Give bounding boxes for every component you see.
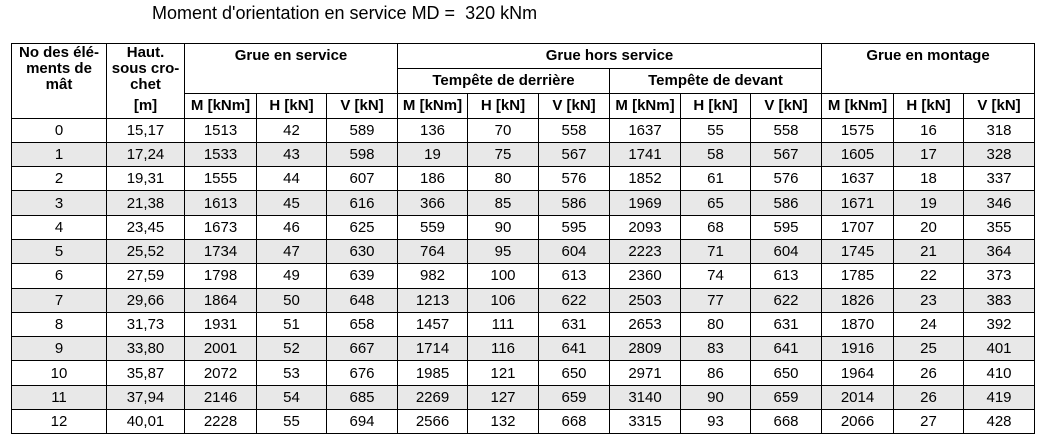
table-cell: 116: [468, 337, 539, 361]
table-cell: 1798: [185, 264, 257, 288]
table-cell: 50: [257, 288, 327, 312]
table-cell: 576: [539, 167, 610, 191]
table-cell: 22: [894, 264, 964, 288]
table-cell: 586: [539, 191, 610, 215]
col-header-element-no-line1: No des élé-: [18, 44, 100, 61]
table-cell: 2971: [610, 361, 681, 385]
table-cell: 24: [894, 312, 964, 336]
table-cell: 428: [964, 410, 1035, 434]
unit-header-h: H [kN]: [257, 93, 327, 118]
table-cell: 47: [257, 239, 327, 263]
table-cell: 2072: [185, 361, 257, 385]
col-header-element-no-line2: ments de: [26, 60, 92, 77]
table-cell: 1931: [185, 312, 257, 336]
table-cell: 567: [539, 142, 610, 166]
table-cell: 25: [894, 337, 964, 361]
table-cell: 1916: [822, 337, 894, 361]
col-header-hook-height-line1: Haut.: [126, 44, 165, 61]
table-cell: 2566: [398, 410, 468, 434]
table-cell: 1714: [398, 337, 468, 361]
table-cell: 74: [681, 264, 751, 288]
table-cell: 33,80: [107, 337, 185, 361]
table-cell: 318: [964, 118, 1035, 142]
table-cell: 328: [964, 142, 1035, 166]
table-cell: 136: [398, 118, 468, 142]
table-cell: 559: [398, 215, 468, 239]
col-header-hook-height: [107, 44, 185, 94]
table-row: [12, 264, 1035, 288]
table-cell: 2228: [185, 410, 257, 434]
table-row: [12, 239, 1035, 263]
table-cell: 71: [681, 239, 751, 263]
table-cell: 410: [964, 361, 1035, 385]
table-cell: 1864: [185, 288, 257, 312]
table-cell: 676: [327, 361, 398, 385]
table-row: [12, 215, 1035, 239]
table-cell: 650: [751, 361, 822, 385]
table-cell: 52: [257, 337, 327, 361]
table-cell: 100: [468, 264, 539, 288]
table-cell: 55: [257, 410, 327, 434]
table-cell: 106: [468, 288, 539, 312]
unit-header-m: M [kNm]: [822, 93, 894, 118]
table-cell: 42: [257, 118, 327, 142]
table-cell: 75: [468, 142, 539, 166]
table-cell: 685: [327, 385, 398, 409]
table-cell: 567: [751, 142, 822, 166]
table-cell: 3: [12, 191, 107, 215]
table-cell: 631: [751, 312, 822, 336]
table-cell: 659: [539, 385, 610, 409]
table-cell: 346: [964, 191, 1035, 215]
table-cell: 558: [539, 118, 610, 142]
table-cell: 694: [327, 410, 398, 434]
table-cell: 2223: [610, 239, 681, 263]
table-cell: 982: [398, 264, 468, 288]
table-cell: 668: [751, 410, 822, 434]
unit-header-v: V [kN]: [539, 93, 610, 118]
table-cell: 19: [398, 142, 468, 166]
table-cell: 392: [964, 312, 1035, 336]
table-cell: 1637: [610, 118, 681, 142]
table-cell: 1870: [822, 312, 894, 336]
table-cell: 622: [539, 288, 610, 312]
table-cell: 25,52: [107, 239, 185, 263]
table-cell: 80: [468, 167, 539, 191]
table-cell: 19: [894, 191, 964, 215]
table-cell: 1741: [610, 142, 681, 166]
table-cell: 127: [468, 385, 539, 409]
unit-header-h: H [kN]: [894, 93, 964, 118]
table-cell: 11: [12, 385, 107, 409]
table-cell: 44: [257, 167, 327, 191]
table-cell: 132: [468, 410, 539, 434]
table-cell: 764: [398, 239, 468, 263]
table-row: [12, 142, 1035, 166]
table-cell: 16: [894, 118, 964, 142]
table-cell: 4: [12, 215, 107, 239]
table-cell: 186: [398, 167, 468, 191]
group-header-out-of-service: Grue hors service: [398, 44, 822, 69]
subgroup-header-storm-front: Tempête de devant: [610, 68, 822, 93]
table-cell: 641: [751, 337, 822, 361]
table-cell: 15,17: [107, 118, 185, 142]
table-cell: 1605: [822, 142, 894, 166]
table-cell: 2269: [398, 385, 468, 409]
table-row: [12, 167, 1035, 191]
table-cell: 2093: [610, 215, 681, 239]
table-cell: 1673: [185, 215, 257, 239]
table-cell: 1637: [822, 167, 894, 191]
table-cell: 70: [468, 118, 539, 142]
table-cell: 8: [12, 312, 107, 336]
table-cell: 31,73: [107, 312, 185, 336]
unit-header-height: [m]: [107, 93, 185, 118]
table-cell: 3315: [610, 410, 681, 434]
table-cell: 1213: [398, 288, 468, 312]
table-cell: 1513: [185, 118, 257, 142]
table-cell: 658: [327, 312, 398, 336]
col-header-hook-height-line2: sous cro-: [111, 60, 180, 77]
table-cell: 1964: [822, 361, 894, 385]
table-cell: 383: [964, 288, 1035, 312]
table-cell: 1985: [398, 361, 468, 385]
table-cell: 9: [12, 337, 107, 361]
table-cell: 29,66: [107, 288, 185, 312]
table-cell: 1734: [185, 239, 257, 263]
table-cell: 589: [327, 118, 398, 142]
table-row: [12, 337, 1035, 361]
table-cell: 667: [327, 337, 398, 361]
table-cell: 1575: [822, 118, 894, 142]
table-cell: 61: [681, 167, 751, 191]
unit-header-m: M [kNm]: [610, 93, 681, 118]
table-row: [12, 361, 1035, 385]
table-cell: 641: [539, 337, 610, 361]
table-cell: 595: [751, 215, 822, 239]
table-cell: 49: [257, 264, 327, 288]
table-cell: 20: [894, 215, 964, 239]
table-cell: 1969: [610, 191, 681, 215]
table-cell: 43: [257, 142, 327, 166]
table-cell: 337: [964, 167, 1035, 191]
table-cell: 604: [539, 239, 610, 263]
table-cell: 93: [681, 410, 751, 434]
table-cell: 1785: [822, 264, 894, 288]
table-row: [12, 118, 1035, 142]
unit-header-v: V [kN]: [751, 93, 822, 118]
table-cell: 2360: [610, 264, 681, 288]
table-cell: 630: [327, 239, 398, 263]
table-cell: 45: [257, 191, 327, 215]
table-body: [12, 118, 1035, 434]
table-cell: 17: [894, 142, 964, 166]
page-title: Moment d'orientation en service MD = 320 kNm: [152, 3, 538, 23]
table-cell: 1826: [822, 288, 894, 312]
table-cell: 1457: [398, 312, 468, 336]
table-cell: 6: [12, 264, 107, 288]
table-cell: 17,24: [107, 142, 185, 166]
table-row: [12, 288, 1035, 312]
table-cell: 21,38: [107, 191, 185, 215]
subgroup-header-storm-behind: Tempête de derrière: [398, 68, 610, 93]
table-cell: 21: [894, 239, 964, 263]
table-row: [12, 191, 1035, 215]
table-cell: 668: [539, 410, 610, 434]
table-cell: 12: [12, 410, 107, 434]
table-cell: 616: [327, 191, 398, 215]
table-cell: 366: [398, 191, 468, 215]
table-cell: 68: [681, 215, 751, 239]
table-cell: 27: [894, 410, 964, 434]
table-cell: 90: [468, 215, 539, 239]
table-cell: 0: [12, 118, 107, 142]
table-cell: 576: [751, 167, 822, 191]
table-cell: 26: [894, 361, 964, 385]
table-cell: 2146: [185, 385, 257, 409]
table-cell: 35,87: [107, 361, 185, 385]
group-header-in-service: Grue en service: [185, 44, 398, 94]
table-cell: 625: [327, 215, 398, 239]
unit-header-v: V [kN]: [327, 93, 398, 118]
table-cell: 18: [894, 167, 964, 191]
table-cell: 2001: [185, 337, 257, 361]
table-cell: 19,31: [107, 167, 185, 191]
table-cell: 558: [751, 118, 822, 142]
table-cell: 2503: [610, 288, 681, 312]
table-cell: 650: [539, 361, 610, 385]
col-header-element-no-line3: mât: [45, 76, 73, 93]
table-row: [12, 410, 1035, 434]
table-cell: 1555: [185, 167, 257, 191]
table-cell: 23,45: [107, 215, 185, 239]
table-row: [12, 312, 1035, 336]
table-cell: 51: [257, 312, 327, 336]
group-header-assembly: Grue en montage: [822, 44, 1035, 94]
table-cell: 613: [751, 264, 822, 288]
table-cell: 23: [894, 288, 964, 312]
table-cell: 604: [751, 239, 822, 263]
unit-header-v: V [kN]: [964, 93, 1035, 118]
table-cell: 2066: [822, 410, 894, 434]
table-cell: 2: [12, 167, 107, 191]
table-cell: 595: [539, 215, 610, 239]
table-cell: 86: [681, 361, 751, 385]
table-cell: 55: [681, 118, 751, 142]
table-cell: 90: [681, 385, 751, 409]
table-cell: 77: [681, 288, 751, 312]
table-cell: 631: [539, 312, 610, 336]
table-cell: 648: [327, 288, 398, 312]
unit-header-h: H [kN]: [468, 93, 539, 118]
table-cell: 58: [681, 142, 751, 166]
table-cell: 586: [751, 191, 822, 215]
table-cell: 111: [468, 312, 539, 336]
table-cell: 1671: [822, 191, 894, 215]
table-cell: 613: [539, 264, 610, 288]
table-cell: 80: [681, 312, 751, 336]
table-cell: 607: [327, 167, 398, 191]
table-cell: 40,01: [107, 410, 185, 434]
table-cell: 5: [12, 239, 107, 263]
table-cell: 659: [751, 385, 822, 409]
col-header-hook-height-line3: chet: [130, 76, 161, 93]
unit-header-m: M [kNm]: [185, 93, 257, 118]
table-cell: 1613: [185, 191, 257, 215]
table-cell: 54: [257, 385, 327, 409]
table-cell: 65: [681, 191, 751, 215]
table-cell: 37,94: [107, 385, 185, 409]
table-cell: 53: [257, 361, 327, 385]
table-cell: 95: [468, 239, 539, 263]
unit-header-h: H [kN]: [681, 93, 751, 118]
table-cell: 622: [751, 288, 822, 312]
col-header-element-no: [12, 44, 107, 119]
table-cell: 3140: [610, 385, 681, 409]
table-cell: 2014: [822, 385, 894, 409]
table-cell: 121: [468, 361, 539, 385]
table-cell: 7: [12, 288, 107, 312]
table-cell: 419: [964, 385, 1035, 409]
table-cell: 598: [327, 142, 398, 166]
table-cell: 1852: [610, 167, 681, 191]
table-row: [12, 385, 1035, 409]
table-cell: 401: [964, 337, 1035, 361]
table-cell: 364: [964, 239, 1035, 263]
table-cell: 26: [894, 385, 964, 409]
crane-load-table: [11, 43, 1035, 434]
table-cell: 1: [12, 142, 107, 166]
table-cell: 10: [12, 361, 107, 385]
table-cell: 2653: [610, 312, 681, 336]
unit-header-m: M [kNm]: [398, 93, 468, 118]
table-cell: 355: [964, 215, 1035, 239]
table-cell: 46: [257, 215, 327, 239]
table-cell: 27,59: [107, 264, 185, 288]
table-cell: 85: [468, 191, 539, 215]
table-cell: 2809: [610, 337, 681, 361]
table-cell: 1745: [822, 239, 894, 263]
table-cell: 373: [964, 264, 1035, 288]
table-cell: 83: [681, 337, 751, 361]
table-cell: 639: [327, 264, 398, 288]
table-cell: 1707: [822, 215, 894, 239]
table-cell: 1533: [185, 142, 257, 166]
